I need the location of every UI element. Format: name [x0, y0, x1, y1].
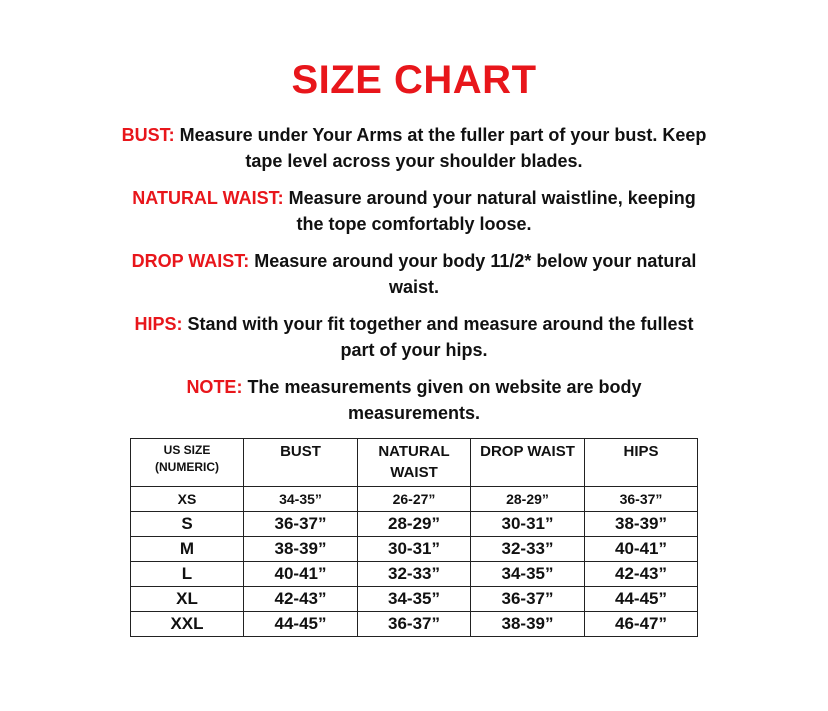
bust-cell: 40-41”: [244, 562, 358, 587]
size-cell: S: [131, 512, 244, 537]
bust-cell: 42-43”: [244, 587, 358, 612]
table-header-row: [131, 439, 698, 487]
size-cell: XL: [131, 587, 244, 612]
drop-waist-text: Measure around your body 11/2* below your natural waist.: [249, 251, 697, 297]
drop-waist-cell: 32-33”: [471, 537, 585, 562]
table-row: [131, 487, 698, 512]
hips-cell: 44-45”: [585, 587, 698, 612]
drop-waist-cell: 30-31”: [471, 512, 585, 537]
header-drop-waist: DROP WAIST: [471, 439, 585, 487]
drop-waist-cell: 36-37”: [471, 587, 585, 612]
size-cell: M: [131, 537, 244, 562]
size-cell: XXL: [131, 612, 244, 637]
bust-cell: 36-37”: [244, 512, 358, 537]
hips-label: HIPS:: [134, 314, 183, 334]
hips-cell: 42-43”: [585, 562, 698, 587]
drop-waist-label: DROP WAIST:: [131, 251, 250, 271]
bust-instruction: [120, 122, 708, 174]
drop-waist-cell: 38-39”: [471, 612, 585, 637]
natural-waist-text: Measure around your natural waistline, keeping the tope comfortably loose.: [283, 188, 696, 234]
hips-cell: 40-41”: [585, 537, 698, 562]
table-row: [131, 537, 698, 562]
header-us-size-label: US SIZE (NUMERIC): [155, 443, 219, 474]
bust-label: BUST:: [121, 125, 175, 145]
table-row: [131, 612, 698, 637]
note-text: The measurements given on website are body measurements.: [242, 377, 642, 423]
header-hips: HIPS: [585, 439, 698, 487]
drop-waist-instruction: [120, 248, 708, 300]
hips-instruction: [120, 311, 708, 363]
bust-cell: 44-45”: [244, 612, 358, 637]
natural-waist-label: NATURAL WAIST:: [132, 188, 284, 208]
hips-text: Stand with your fit together and measure around the fullest part of your hips.: [182, 314, 694, 360]
natural-waist-cell: 30-31”: [358, 537, 471, 562]
natural-waist-cell: 28-29”: [358, 512, 471, 537]
bust-text: Measure under Your Arms at the fuller part of your bust. Keep tape level across your shoulder blades.: [174, 125, 707, 171]
natural-waist-cell: 36-37”: [358, 612, 471, 637]
header-natural-waist: [358, 439, 471, 487]
table-row: [131, 562, 698, 587]
size-cell: XS: [131, 487, 244, 512]
table-row: [131, 512, 698, 537]
header-us-size: [131, 439, 244, 487]
header-natural-waist-label: NATURAL WAIST: [378, 443, 450, 481]
natural-waist-cell: 34-35”: [358, 587, 471, 612]
note-instruction: [170, 374, 658, 426]
drop-waist-cell: 34-35”: [471, 562, 585, 587]
table-row: [131, 587, 698, 612]
natural-waist-cell: 32-33”: [358, 562, 471, 587]
bust-cell: 34-35”: [244, 487, 358, 512]
natural-waist-instruction: [120, 185, 708, 237]
hips-cell: 38-39”: [585, 512, 698, 537]
size-table: [130, 438, 698, 637]
natural-waist-cell: 26-27”: [358, 487, 471, 512]
drop-waist-cell: 28-29”: [471, 487, 585, 512]
bust-cell: 38-39”: [244, 537, 358, 562]
note-label: NOTE:: [186, 377, 243, 397]
page-title: SIZE CHART: [291, 58, 537, 102]
hips-cell: 36-37”: [585, 487, 698, 512]
header-bust: BUST: [244, 439, 358, 487]
size-cell: L: [131, 562, 244, 587]
hips-cell: 46-47”: [585, 612, 698, 637]
